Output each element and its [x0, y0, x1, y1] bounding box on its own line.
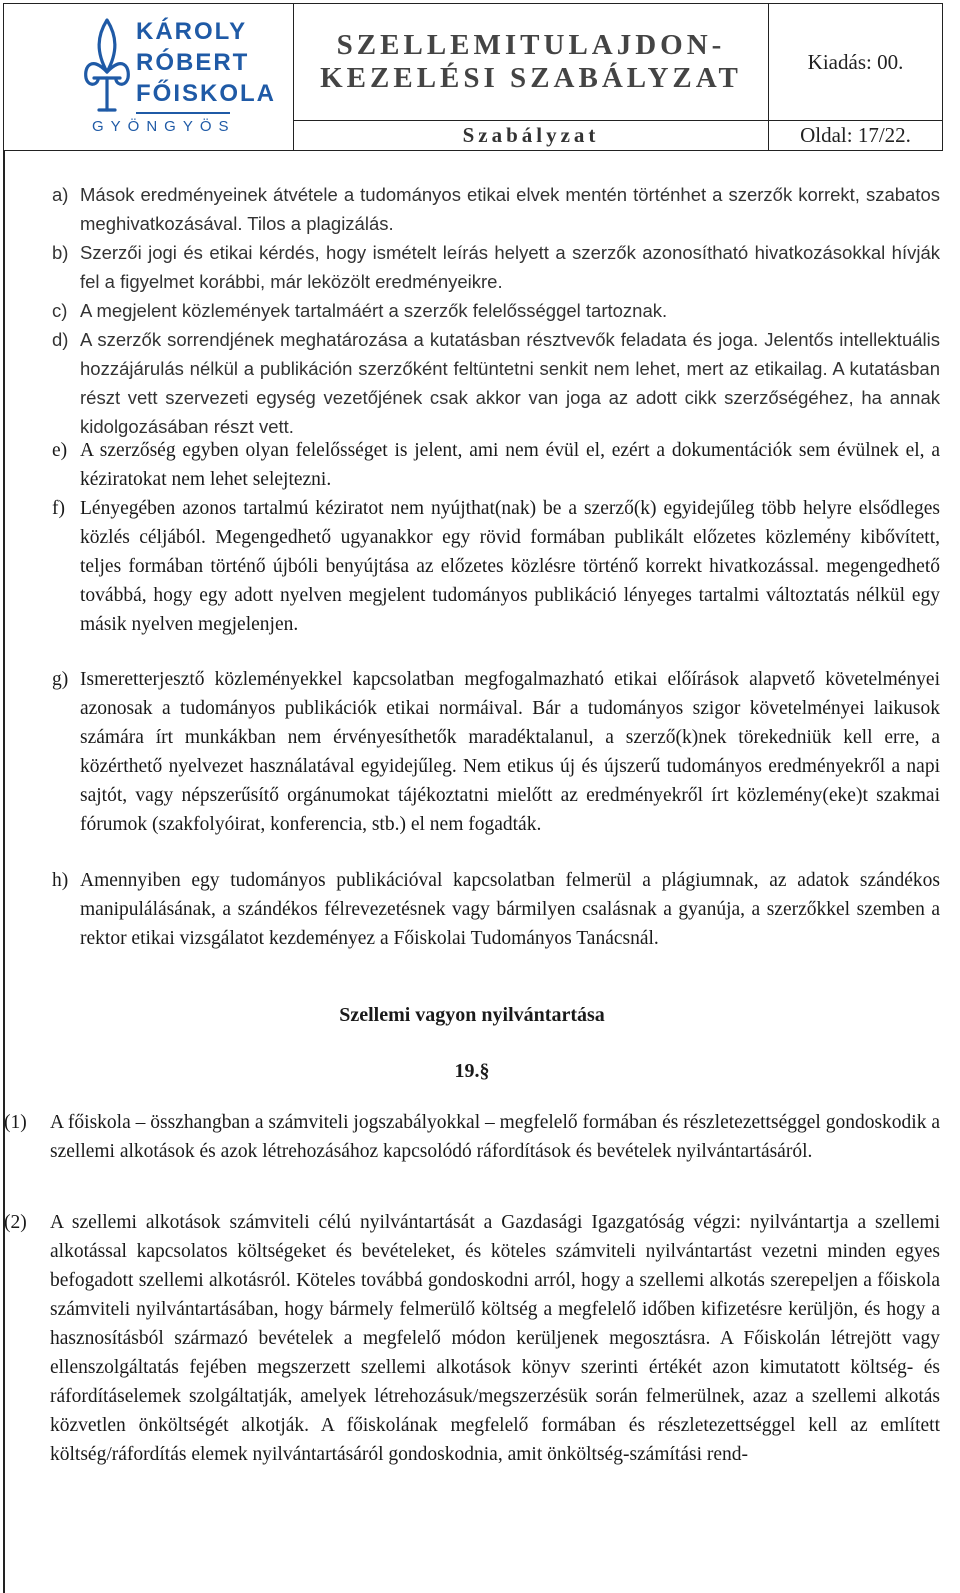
list-item-text: Szerzői jogi és etikai kérdés, hogy ismételt leírás helyett a szerzők azonosítható hivatkozásokkal hívják fel a figyelmet korábbi, már leközölt eredményeikre. — [80, 242, 940, 292]
logo-line-3: FŐISKOLA — [136, 80, 276, 107]
paragraph-label: (1) — [4, 1112, 27, 1133]
numbered-paragraph — [4, 1108, 940, 1166]
list-item-label: h) — [52, 870, 69, 891]
list-item-text: Mások eredményeinek átvétele a tudományos etikai elvek mentén történhet a szerzők korrekt, szabatos meghivatkozásával. Tilos a plagizálás. — [80, 184, 940, 234]
list-item-label: g) — [52, 669, 69, 690]
logo-wordmark — [136, 16, 276, 109]
list-item-label: d) — [52, 329, 69, 350]
list-item — [52, 665, 940, 839]
list-item-label: f) — [52, 498, 65, 519]
paragraph-label: (2) — [4, 1212, 27, 1233]
numbered-paragraph — [4, 1208, 940, 1469]
logo-line-1: KÁROLY — [136, 18, 248, 45]
document-title — [294, 4, 769, 121]
logo-rule — [136, 112, 230, 114]
title-line-2: KEZELÉSI SZABÁLYZAT — [320, 62, 742, 94]
list-item — [52, 180, 940, 238]
list-item-label: c) — [52, 300, 68, 321]
list-item — [52, 296, 940, 325]
document-type: Szabályzat — [294, 121, 769, 150]
fleur-de-lis-icon — [82, 16, 132, 114]
list-item — [52, 325, 940, 441]
list-item-text: A megjelent közlemények tartalmáért a szerzők felelősséggel tartoznak. — [80, 300, 668, 321]
logo-line-2: RÓBERT — [136, 49, 250, 76]
logo-city: GYÖNGYÖS — [92, 118, 236, 135]
logo-cell — [4, 4, 294, 150]
list-item-text: A szerzőség egyben olyan felelősséget is jelent, ami nem évül el, ezért a dokumentációk sem évülnek el, a kéziratokat nem lehet selejtezni. — [80, 440, 940, 490]
edition-label: Kiadás: 00. — [769, 4, 942, 121]
list-item-label: a) — [52, 184, 69, 205]
list-item-text: Ismeretterjesztő közleményekkel kapcsolatban megfogalmazható etikai előírások alapvető követelményei azonosak a tudományos publikációk etikai normáival. Bár a tudományos szigor követelményei laikusok számára írt munkákban nem érvényesíthetők maradéktalanul, a szerző(k)nek törekedniük kell erre, a közérthető nyelvezet használatával egyidejűleg. Nem etikus új és újszerű tudományos eredményekről a napi sajtót, vagy népszerűsítő orgánumokat tájékoztatni mielőtt az eredményekről írt közlemény(eke)t szakmai fórumok (szakfolyóirat, konferencia, stb.) el nem fogadták. — [80, 669, 940, 835]
list-item-text: Lényegében azonos tartalmú kéziratot nem nyújthat(nak) be a szerző(k) egyidejűleg több helyre elsődleges közlés céljából. Megengedhető ugyanakkor egy rövid formában publikált előzetes közlemény kibővített, teljes formában történő újbóli benyújtása az előzetes közlésre történő korrekt hivatkozással. megengedhető továbbá, hogy egy adott nyelven megjelent tudományos publikáció lényeges tartalmi változtatás nélkül egy másik nyelven megjelenjen. — [80, 498, 940, 635]
list-item-label: e) — [52, 440, 68, 461]
page-left-border — [3, 151, 5, 1593]
list-item-text: A szerzők sorrendjének meghatározása a kutatásban résztvevők feladata és joga. Jelentős intellektuális hozzájárulás nélkül a publikáción szerzőként feltüntetni senkit nem lehet, mert az etikailag. A kutatásban részt vett szervezeti egység vezetőjének csak akkor van joga az adott cikk szerzőségéhez, ha annak kidolgozásában részt vett. — [80, 329, 940, 437]
list-item — [52, 436, 940, 494]
document-header — [3, 3, 943, 151]
paragraph-text: A szellemi alkotások számviteli célú nyilvántartását a Gazdasági Igazgatóság végzi: nyilvántartja a szellemi alkotással kapcsolatos költségeket és bevételeket, és köteles számviteli nyilvántartást vezetni minden egyes befogadott szellemi alkotásról. Köteles továbbá gondoskodni arról, hogy a szellemi alkotás szerepeljen a főiskola számviteli nyilvántartásában, hogy bármely felmerülő költség a megfelelő időben kifizetésre kerüljön, és hogy a hasznosításból származó bevételek a megfelelő módon kerüljenek megosztásra. A Főiskolán létrejött vagy ellenszolgáltatás fejében megszerzett szellemi alkotások könyv szerinti értékét azon kimutatott költség- és ráfordításelemek szolgáltatják, amelyek létrehozásuk/megszerzésük során felmerülnek, azaz a szellemi alkotás közvetlen önköltségét alkotják. A főiskolának megfelelő formában és részletezettséggel kell az említett költség/ráfordítás elemek nyilvántartásáról gondoskodnia, amit önköltség-számítási rend- — [50, 1212, 940, 1465]
list-item — [52, 238, 940, 296]
list-item — [52, 494, 940, 639]
list-item — [52, 866, 940, 953]
list-item-text: Amennyiben egy tudományos publikációval kapcsolatban felmerül a plágiumnak, az adatok szándékos manipulálásának, a szándékos félrevezetésnek vagy bármilyen csalásnak a gyanúja, a szerzőkkel szemben a rektor etikai vizsgálatot kezdeményez a Főiskolai Tudományos Tanácsnál. — [80, 870, 940, 949]
paragraph-text: A főiskola – összhangban a számviteli jogszabályokkal – megfelelő formában és részletezettséggel gondoskodik a szellemi alkotások és azok létrehozásához kapcsolódó ráfordítások és bevételek nyilvántartásáról. — [50, 1112, 940, 1162]
title-line-1: SZELLEMITULAJDON- — [336, 29, 726, 61]
section-heading: Szellemi vagyon nyilvántartása — [339, 1004, 605, 1026]
section-number: 19.§ — [454, 1060, 490, 1082]
list-item-label: b) — [52, 242, 69, 263]
page-number: Oldal: 17/22. — [800, 123, 911, 147]
